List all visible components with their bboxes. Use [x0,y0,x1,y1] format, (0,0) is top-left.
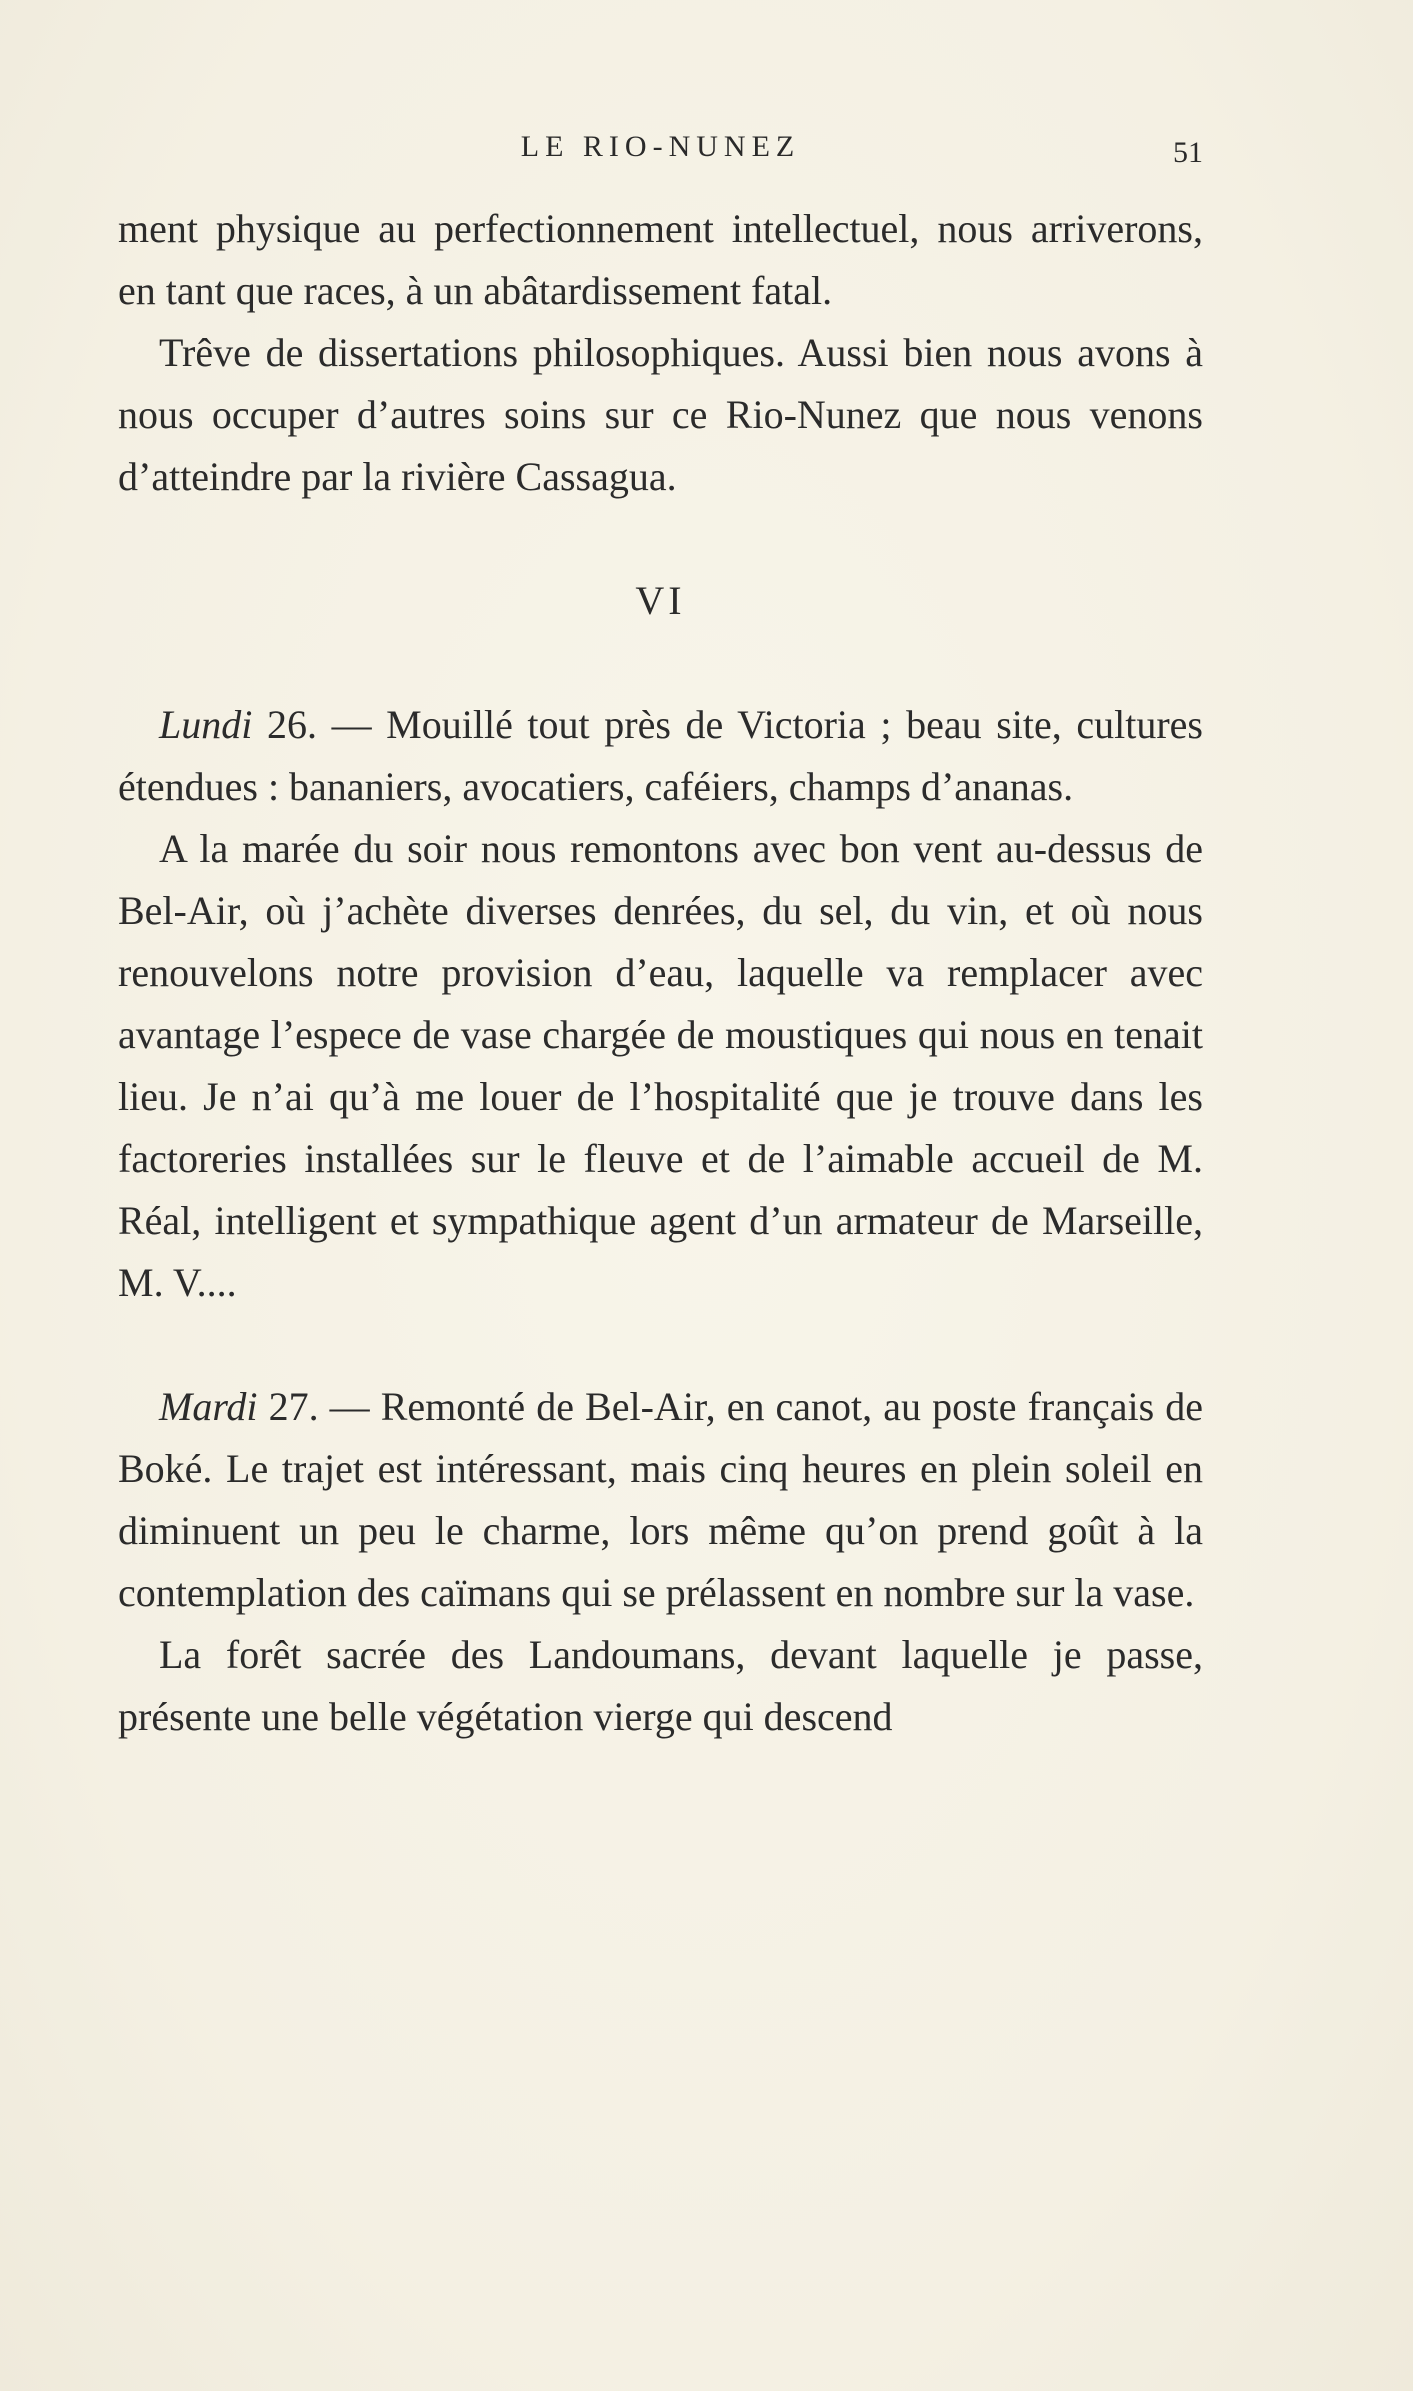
page-header [118,130,1203,170]
body-text [118,198,1203,1748]
entry-tuesday-day: Mardi [159,1384,258,1429]
paragraph-continuation: ment physique au perfectionnement intellectuel, nous arriverons, en tant que races, à un abâtardissement fatal. [118,206,1203,313]
paragraph-bel-air: A la marée du soir nous remontons avec bon vent au-dessus de Bel-Air, où j’achète diverses denrées, du sel, du vin, et où nous renouvelons notre provision d’eau, laquelle va remplacer avec avantage l’espece de vase chargée de moustiques qui nous en tenait lieu. Je n’ai qu’à me louer de l’hospitalité que je trouve dans les factoreries installées sur le fleuve et de l’aimable accueil de M. Réal, intelligent et sympathique agent d’un armateur de Marseille, M. V.... [118,826,1203,1305]
entry-monday [118,694,1203,818]
paragraph-philosophy: Trêve de dissertations philosophiques. Aussi bien nous avons à nous occuper d’autres soins sur ce Rio-Nunez que nous venons d’atteindre par la rivière Cassagua. [118,330,1203,499]
entry-tuesday-text: 27. — Remonté de Bel-Air, en canot, au poste français de Boké. Le trajet est intéressant, mais cinq heures en plein soleil en diminuent un peu le charme, lors même qu’on prend goût à la contemplation des caïmans qui se prélassent en nombre sur la vase. [118,1384,1203,1615]
page-number: 51 [1173,136,1203,169]
entry-monday-text: 26. — Mouillé tout près de Victoria ; beau site, cultures étendues : bananiers, avocatiers, caféiers, champs d’ananas. [118,702,1203,809]
section-heading: VI [635,578,686,623]
running-title: LE RIO-NUNEZ [520,130,801,163]
entry-tuesday [118,1376,1203,1624]
entry-monday-day: Lundi [159,702,253,747]
paragraph-sacred-forest: La forêt sacrée des Landoumans, devant laquelle je passe, présente une belle végétation vierge qui descend [118,1632,1203,1739]
